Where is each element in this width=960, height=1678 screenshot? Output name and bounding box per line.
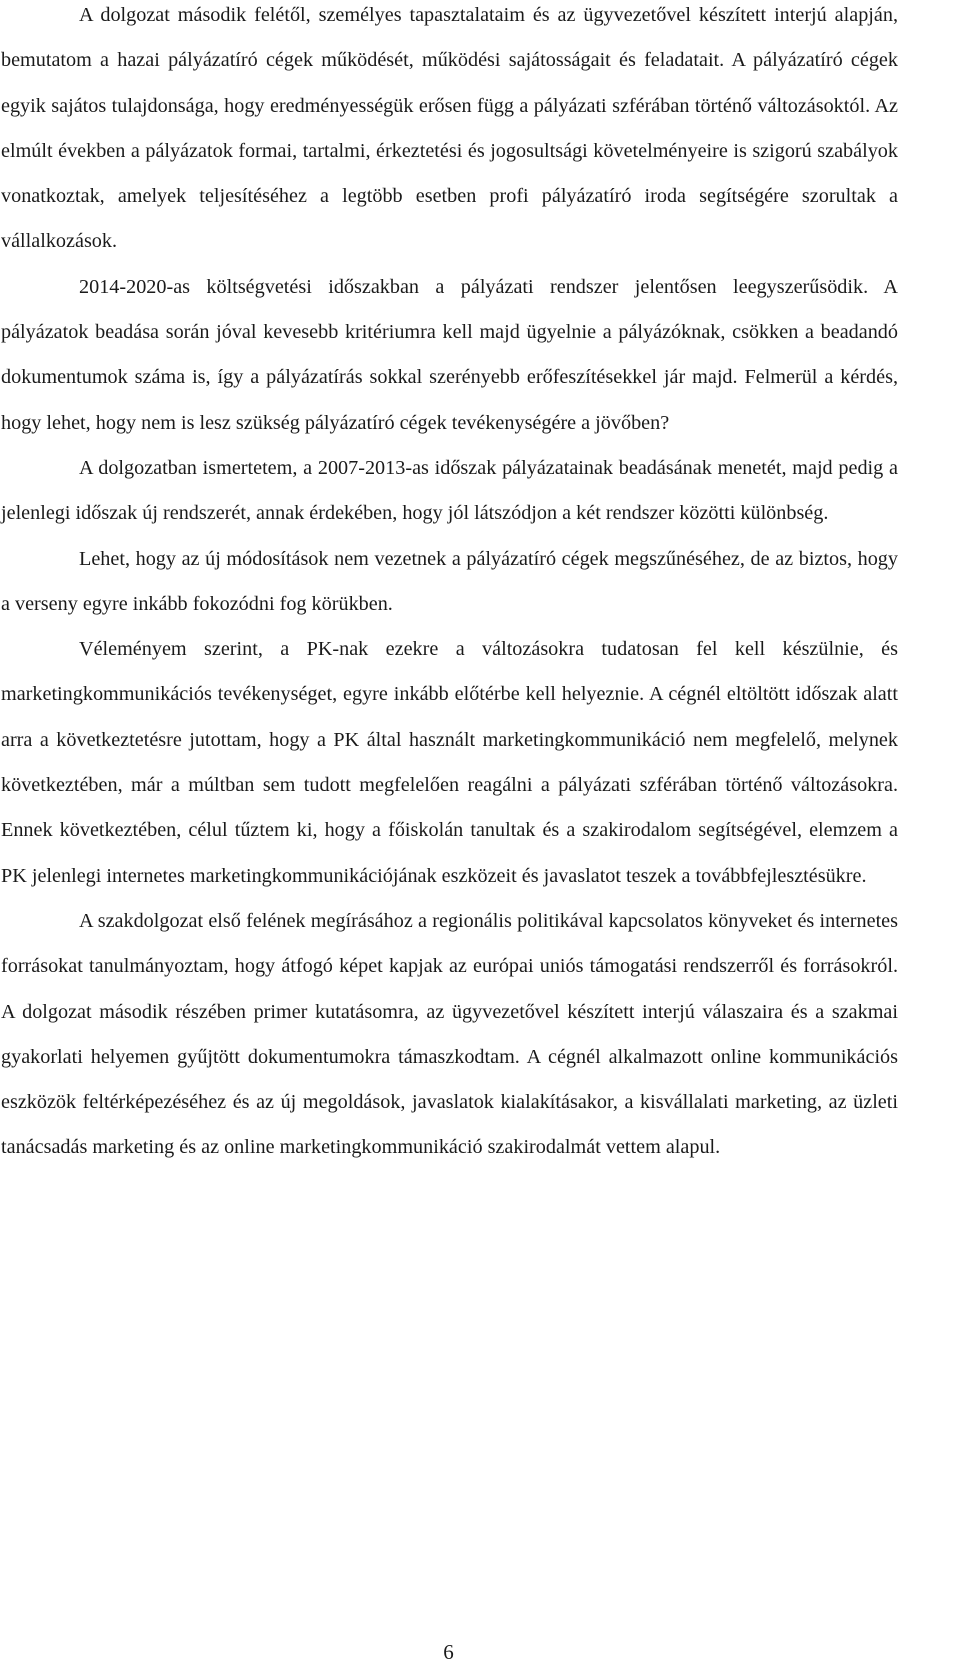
paragraph-1: A dolgozat második felétől, személyes tapasztalataim és az ügyvezetővel készített interjú alapján, bemutatom a hazai pályázatíró cégek működését, működési sajátosságait és feladatait. A pályázatíró cégek egyik sajátos tulajdonsága, hogy eredményességük erősen függ a pályázati szférában történő változásoktól. Az elmúlt években a pályázatok formai, tartalmi, érkeztetési és jogosultsági követelményeire is szigorú szabályok vonatkoztak, amelyek teljesítéséhez a legtöbb esetben profi pályázatíró iroda segítségére szorultak a vállalkozások.	[1, 4, 898, 253]
paragraph-5: Véleményem szerint, a PK-nak ezekre a változásokra tudatosan fel kell készülnie, és marketingkommunikációs tevékenységet, egyre inkább előtérbe kell helyeznie. A cégnél eltöltött időszak alatt arra a következtetésre jutottam, hogy a PK által használt marketingkommunikáció nem megfelelő, melynek következtében, már a múltban sem tudott megfelelően reagálni a pályázati szférában történő változásokra. Ennek következtében, célul tűztem ki, hogy a főiskolán tanultak és a szakirodalom segítségével, elemzem a PK jelenlegi internetes marketingkommunikációjának eszközeit és javaslatot teszek a továbbfejlesztésükre.	[1, 638, 898, 887]
body-text	[1, 0, 898, 1171]
paragraph-6: A szakdolgozat első felének megírásához a regionális politikával kapcsolatos könyveket és internetes forrásokat tanulmányoztam, hogy átfogó képet kapjak az európai uniós támogatási rendszerről és forrásokról. A dolgozat második részében primer kutatásomra, az ügyvezetővel készített interjú válaszaira és a szakmai gyakorlati helyemen gyűjtött dokumentumokra támaszkodtam. A cégnél alkalmazott online kommunikációs eszközök feltérképezéséhez és az új megoldások, javaslatok kialakításakor, a kisvállalati marketing, az üzleti tanácsadás marketing és az online marketingkommunikáció szakirodalmát vettem alapul.	[1, 909, 898, 1159]
paragraph-2: 2014-2020-as költségvetési időszakban a pályázati rendszer jelentősen leegyszerűsödik. A pályázatok beadása során jóval kevesebb kritériumra kell majd ügyelnie a pályázóknak, csökken a beadandó dokumentumok száma is, így a pályázatírás sokkal szerényebb erőfeszítésekkel jár majd. Felmerül a kérdés, hogy lehet, hogy nem is lesz szükség pályázatíró cégek tevékenységére a jövőben?	[1, 275, 898, 434]
page-number: 6	[443, 1640, 454, 1664]
paragraph-4: Lehet, hogy az új módosítások nem vezetnek a pályázatíró cégek megszűnéséhez, de az biztos, hogy a verseny egyre inkább fokozódni fog körükben.	[1, 547, 898, 615]
paragraph-3: A dolgozatban ismertetem, a 2007-2013-as időszak pályázatainak beadásának menetét, majd pedig a jelenlegi időszak új rendszerét, annak érdekében, hogy jól látszódjon a két rendszer közötti különbség.	[1, 456, 898, 525]
